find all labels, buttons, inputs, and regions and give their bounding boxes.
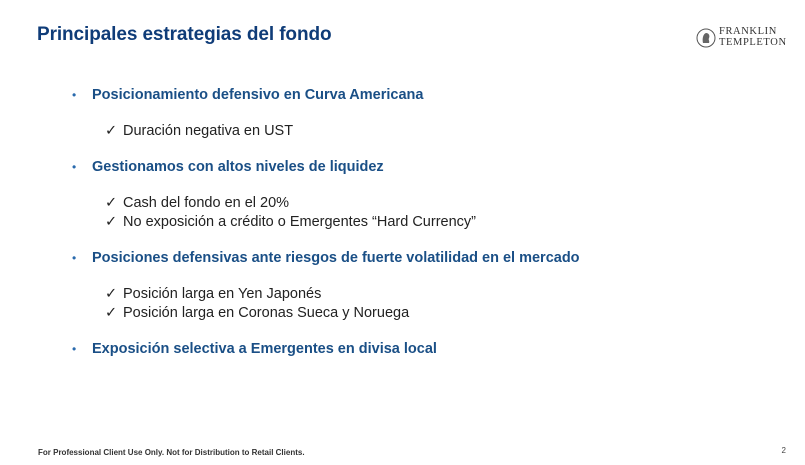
checkmark-icon: ✓ <box>105 214 118 230</box>
checkmark-icon: ✓ <box>105 286 118 302</box>
sub-item <box>105 122 772 141</box>
bullet-dot-icon: • <box>72 88 77 102</box>
strategy-text: Posiciones defensivas ante riesgos de fuerte volatilidad en el mercado <box>92 250 580 266</box>
sub-item-text: No exposición a crédito o Emergentes “Hard Currency” <box>123 214 476 230</box>
strategy-group-1 <box>72 86 772 141</box>
slide-title: Principales estrategias del fondo <box>37 24 332 45</box>
logo-wordmark <box>719 27 787 48</box>
bullet-dot-icon: • <box>72 342 77 356</box>
strategy-group-3 <box>72 249 772 323</box>
strategy-bullet <box>72 249 772 267</box>
sub-item <box>105 285 772 304</box>
logo-line-1: FRANKLIN <box>719 26 777 37</box>
franklin-head-icon <box>696 28 716 48</box>
sub-item-text: Posición larga en Coronas Sueca y Noruega <box>123 305 410 321</box>
strategy-group-2 <box>72 158 772 232</box>
sub-item-text: Duración negativa en UST <box>123 123 294 139</box>
sub-item-text: Posición larga en Yen Japonés <box>123 286 322 302</box>
strategy-text: Exposición selectiva a Emergentes en divisa local <box>92 341 437 357</box>
strategy-text: Posicionamiento defensivo en Curva Americana <box>92 87 424 103</box>
sub-item <box>105 194 772 213</box>
strategy-text: Gestionamos con altos niveles de liquidez <box>92 159 384 175</box>
sub-list <box>72 194 772 232</box>
strategy-bullet <box>72 158 772 176</box>
strategy-list <box>72 86 772 375</box>
strategy-bullet <box>72 86 772 104</box>
sub-item <box>105 304 772 323</box>
bullet-dot-icon: • <box>72 160 77 174</box>
bullet-dot-icon: • <box>72 251 77 265</box>
sub-item <box>105 213 772 232</box>
strategy-bullet <box>72 340 772 358</box>
page-number: 2 <box>781 446 786 455</box>
checkmark-icon: ✓ <box>105 305 118 321</box>
franklin-templeton-logo <box>696 27 787 48</box>
disclaimer-footer: For Professional Client Use Only. Not for Distribution to Retail Clients. <box>38 448 305 457</box>
logo-line-2: TEMPLETON <box>719 36 787 48</box>
strategy-group-4 <box>72 340 772 358</box>
sub-list <box>72 122 772 141</box>
sub-list <box>72 285 772 323</box>
sub-item-text: Cash del fondo en el 20% <box>123 195 290 211</box>
checkmark-icon: ✓ <box>105 195 118 211</box>
checkmark-icon: ✓ <box>105 123 118 139</box>
